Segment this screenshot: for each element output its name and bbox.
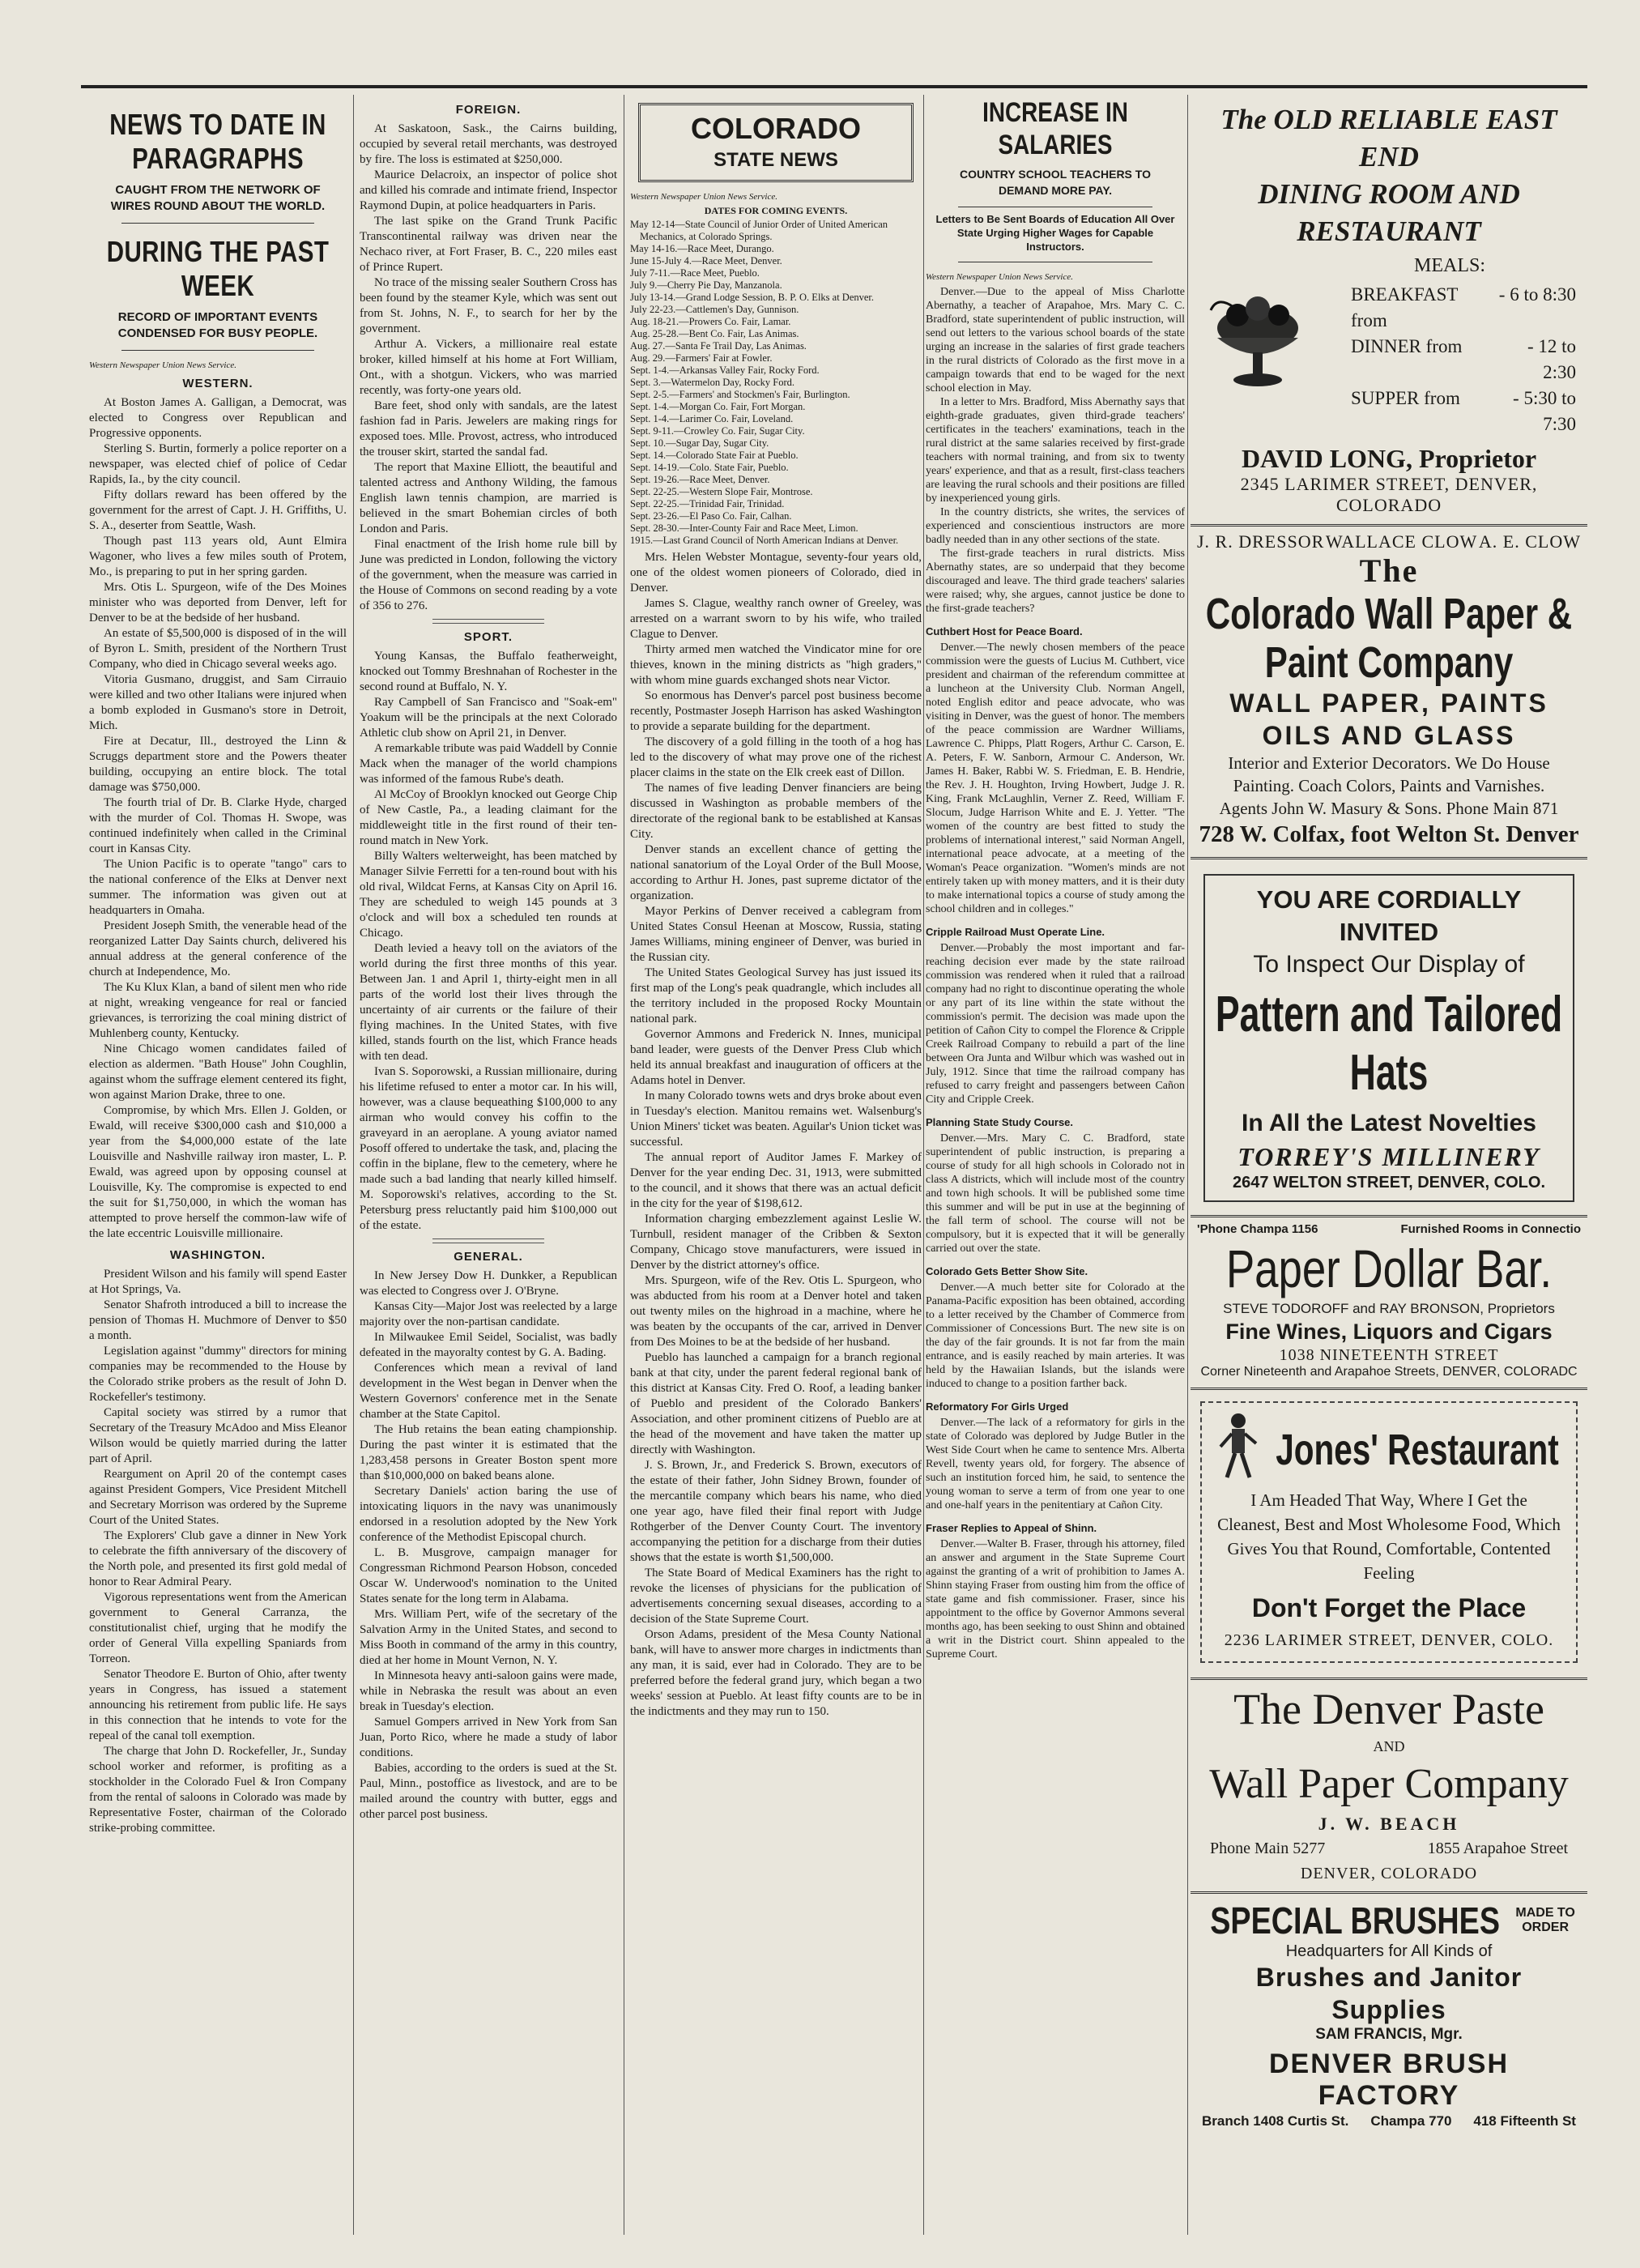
event-date-item: 1915.—Last Grand Council of North American Indians at Denver. — [630, 535, 899, 546]
coming-events-list — [630, 219, 922, 547]
ad-goods: Fine Wines, Liquors and Cigars — [1225, 1319, 1553, 1344]
masthead-subtitle: STATE NEWS — [714, 149, 838, 171]
newspaper-page — [81, 85, 1587, 2243]
ad-street: 418 Fifteenth St — [1473, 2113, 1576, 2129]
ad-denver-paste-wall-paper — [1191, 1680, 1587, 1894]
fruit-bowl-illustration — [1197, 289, 1318, 399]
business-name: Jones' Restaurant — [1276, 1425, 1559, 1474]
column-foreign-sport-general — [360, 96, 617, 2235]
news-paragraph: Conferences which mean a revival of land development in the West began in Denver when the Western Governors' conference met in the Senate chamber at the State Capitol. — [360, 1362, 617, 1421]
meal-row-dinner — [1318, 334, 1581, 386]
products-line: WALL PAPER, PAINTS — [1229, 688, 1548, 718]
ad-title-line: DINING ROOM AND — [1258, 178, 1520, 210]
made-to: MADE TO — [1515, 1906, 1575, 1920]
headline-past-week: DURING THE PAST WEEK — [106, 235, 330, 302]
news-paragraph: L. B. Musgrove, campaign manager for Congressman Richmond Pearson Hobson, conceded Oscar W. Underwood's nomination to the United States senate for the long term in Alabama. — [360, 1546, 617, 1605]
news-paragraph: Mrs. Spurgeon, wife of the Rev. Otis L. Spurgeon, who was abducted from his room at a Denver hotel and taken out twenty miles on the highroad in a machine, where he was beaten by the occupants of the car, arrived in Denver from Des Moines to be at the bedside of her husband. — [630, 1274, 922, 1349]
news-paragraph: The discovery of a gold filling in the tooth of a hog has led to the discovery of what may prove one of the richest placer claims in the state on the Elk creek east of Dillon. — [630, 735, 922, 779]
event-date-item: Sept. 23-26.—El Paso Co. Fair, Calhan. — [630, 510, 792, 522]
news-paragraph: Legislation against "dummy" directors for mining companies may be recommended to the House by the Colorado strike probers as the result of John D. Rockefeller's testimony. — [89, 1345, 347, 1404]
meal-name: DINNER from — [1351, 336, 1463, 356]
event-date-item: Sept. 14-19.—Colo. State Fair, Pueblo. — [630, 462, 789, 473]
news-paragraph: The fourth trial of Dr. B. Clarke Hyde, charged with the murder of Col. Thomas H. Swope, was continued indefinitely when called in the Criminal court in Kansas City. — [89, 796, 347, 855]
event-date-item: July 7-11.—Race Meet, Pueblo. — [630, 267, 760, 279]
ad-paper-dollar-bar — [1191, 1217, 1587, 1390]
meal-time: - 6 to 8:30 — [1498, 284, 1576, 305]
news-paragraph: Secretary Daniels' action baring the use of intoxicating liquors in the navy was unanimously endorsed in a resolution adopted by the New York conference of the Methodist Episcopal church. — [360, 1485, 617, 1544]
news-paragraph: President Wilson and his family will spend Easter at Hot Springs, Va. — [89, 1268, 347, 1296]
ad-phone: 'Phone Champa 1156 — [1197, 1222, 1318, 1236]
news-paragraph: A remarkable tribute was paid Waddell by Connie Mack when the manager of the world champions was informed of the famous Rube's death. — [360, 742, 617, 786]
story-cripple-railroad: Denver.—Probably the most important and far-reaching decision ever made by the state railroad commission was rendered when it ruled that a railroad company had no right to discontinue operating the whole or any part of its line within the state without the commission's permit. The decision was made upon the petition of Cañon City to compel the Florence & Cripple Creek Railroad Company to rebuild a part of the line between Ora Junta and Wilbur which was washed out in July, 1912. Since that time the railroad company has refused to carry freight and passengers between Cañon City and Cripple Creek. — [926, 942, 1185, 1106]
ad-body-line: Agents John W. Masury & Sons. Phone Main 871 — [1219, 799, 1559, 818]
event-date-item: Aug. 29.—Farmers' Fair at Fowler. — [630, 352, 773, 364]
subhead-teachers: COUNTRY SCHOOL TEACHERS TO DEMAND MORE PAY. — [960, 168, 1151, 197]
story-show-site: Denver.—A much better site for Colorado at the Panama-Pacific exposition has been obtained, according to a letter received by the Chamber of Commerce from Commissioner of Concessions Burt. The new site is on the day of the fair grounds. It is not far from the main entrance, and is easily reached by main arteries. It was held by the Hawaiian Islands, but the islands were induced to change to a position farther back. — [926, 1281, 1185, 1390]
event-date-item: Sept. 1-4.—Morgan Co. Fair, Fort Morgan. — [630, 401, 806, 412]
news-paragraph: Governor Ammons and Frederick N. Innes, municipal band leader, were guests of the Denver Press Club which held its annual breakfast and inauguration of officers at the Adams hotel in Denver. — [630, 1028, 922, 1087]
news-paragraph: The Ku Klux Klan, a band of silent men who ride at night, wreaking vengeance for real or fancied grievances, is terrorizing the coal mining district of Muhlenberg county, Kentucky. — [89, 981, 347, 1040]
news-paragraph: No trace of the missing sealer Southern Cross has been found by the steamer Kyle, which was sent out from St. Johns, N. F., to search for her by the government. — [360, 276, 617, 335]
event-date-item: Sept. 2-5.—Farmers' and Stockmen's Fair, Burlington. — [630, 389, 850, 400]
story-cuthbert: Denver.—The newly chosen members of the peace commission were the guests of Lucius M. Cuthbert, vice president and chairman of the referendum committee at a luncheon at the University Club. Norman Angell, noted English editor and peace advocate, who was visiting in Denver, was the guest of honor. The members of the peace commission are Wardner Williams, Lawrence C. Phipps, Platt Rogers, Arthur C. Carson, E. A. Peters, F. W. Sanborn, Armour C. Anderson, Wr. James H. Baker, Rabbi W. S. Friedman, E. B. Hendrie, the Rev. J. H. Houghton, Irving Howbert, Judge J. R. King, Frank McLaughlin, Verner Z. Reed, William F. Slocum, Judge Harrison White and E. J. Yetter. "The women of the country are best fitted to study the problems of international interest," said Norman Angell, international peace advocate, at a meeting of the Woman's Peace organization. "Women's minds are not entirely taken up with money matters, and it is their duty to make international topics a course of study among the school children and in colleges." — [926, 642, 1185, 915]
divider — [121, 223, 314, 224]
ad-headline: SPECIAL BRUSHES — [1210, 1899, 1501, 1942]
business-name: DENVER BRUSH FACTORY — [1268, 2048, 1510, 2111]
ad-colorado-wall-paper — [1191, 526, 1587, 859]
event-date-item: Sept. 14.—Colorado State Fair at Pueblo. — [630, 450, 799, 461]
news-paragraph: The annual report of Auditor James F. Markey of Denver for the year ending Dec. 31, 1913, were submitted to the council, and it shows that there was an actual deficit in the city for the year of $198,612. — [630, 1151, 922, 1210]
ad-line: Cleanest, Best and Most Wholesome Food, Which — [1217, 1515, 1561, 1534]
news-paragraph: Bare feet, shod only with sandals, are the latest fashion fad in Paris. Jewelers are making rings for exposed toes. Mlle. Provost, actress, who introduced the trouser skirt, started the sandal fad. — [360, 399, 617, 458]
column-rule — [923, 95, 924, 2235]
ad-slogan: Don't Forget the Place — [1251, 1593, 1527, 1622]
western-paragraphs — [89, 395, 347, 1242]
general-paragraphs — [360, 1268, 617, 1823]
colorado-state-news-masthead — [638, 103, 914, 182]
story-title-cuthbert: Cuthbert Host for Peace Board. — [926, 625, 1083, 637]
news-paragraph: The Explorers' Club gave a dinner in New York to celebrate the fifth anniversary of the discovery of the North pole, and presented its first gold medal of honor to Rear Admiral Peary. — [89, 1529, 347, 1588]
column-advertisements — [1191, 96, 1587, 2235]
owner-name: J. W. BEACH — [1318, 1814, 1460, 1834]
manager: SAM FRANCIS, Mgr. — [1315, 2026, 1463, 2043]
sport-paragraphs — [360, 649, 617, 1234]
news-paragraph: The United States Geological Survey has just issued its first map of the Long's peak quadrangle, which includes all the territory included in the proposed Rocky Mountain national park. — [630, 966, 922, 1025]
ad-title-line: RESTAURANT — [1297, 215, 1481, 247]
news-paragraph: Mayor Perkins of Denver received a cablegram from United States Consul Heenan at Moscow, Russia, stating James Williams, mining engineer of Denver, was buried in the Russian city. — [630, 905, 922, 964]
news-paragraph: Ivan S. Soporowski, a Russian millionaire, during his lifetime refused to enter a motor car. In his will, however, was a clause bequeathing $100,000 to any airman who would convey his coffin to the graveyard in an aeroplane. A young aviator named Posoff offered to undertake the task, and, placing the coffin in the biplane, flew to the cemetery, where he made such a bad landing that nearly killed himself. M. Soporowski's relatives, according to the St. Petersburg press reluctantly paid him $100,000 out of the estate. — [360, 1065, 617, 1232]
business-name: Paper Dollar Bar. — [1225, 1238, 1553, 1298]
news-paragraph: Young Kansas, the Buffalo featherweight, knocked out Tommy Breshnahan of Rochester in the second round at Buffalo, N. Y. — [360, 650, 617, 693]
ad-line: In All the Latest Novelties — [1242, 1110, 1536, 1136]
news-paragraph: Sterling S. Burtin, formerly a police reporter on a newspaper, was elected chief of police of Cedar Rapids, Ia., by the city council. — [89, 442, 347, 486]
ad-address: 1038 NINETEENTH STREET — [1279, 1346, 1499, 1364]
column-rule — [353, 95, 354, 2235]
news-paragraph: President Joseph Smith, the venerable head of the reorganized Latter Day Saints church, delivered his annual address at the general conference of the church at Independence, Mo. — [89, 919, 347, 978]
story-fraser: Denver.—Walter B. Fraser, through his attorney, filed an answer and argument in the State Supreme Court against the granting of a writ of prohibition to James A. Shinn staying Fraser from ousting him from the office of state game and fish commissioner. Fraser, since his appointment to the office by Governor Ammons several months ago, has been seeking to oust Shinn and obtained a writ in the District court. Shinn appealed to the Supreme Court. — [926, 1538, 1185, 1660]
news-paragraph: Mrs. William Pert, wife of the secretary of the Salvation Army in the United States, and second to Miss Booth in command of the army in this country, died at her home in Mount Vernon, N. Y. — [360, 1608, 617, 1667]
masthead-title: COLORADO — [691, 112, 861, 145]
meal-row-breakfast — [1318, 282, 1581, 334]
ad-line: YOU ARE CORDIALLY INVITED — [1256, 885, 1522, 946]
news-paragraph: The Hub retains the bean eating championship. During the past winter it is estimated that the 1,283,458 persons in Greater Boston spent more than $10,000,000 on baked beans alone. — [360, 1423, 617, 1482]
section-general: GENERAL. — [454, 1250, 523, 1264]
news-paragraph: Fifty dollars reward has been offered by the government for the arrest of Capt. J. H. Griffiths, U. S. A., deserter from Seattle, Wash. — [89, 488, 347, 532]
event-date-item: July 9.—Cherry Pie Day, Manzanola. — [630, 279, 782, 291]
news-paragraph: Compromise, by which Mrs. Ellen J. Golden, or Ewald, will receive $300,000 cash and $10,000 a year from the $4,000,000 estate of the late Louisville and Nashville railway iron master, L. P. Ewald, was agreed upon by opposing counsel at Louisville, Ky. The compromise is expected to end the suit for $1,750,000, in which the woman has attempted to prove herself the common-law wife of the late eccentric Louisville millionaire. — [89, 1104, 347, 1240]
ad-jones-restaurant — [1191, 1390, 1587, 1680]
news-paragraph: Capital society was stirred by a rumor that Secretary of the Treasury McAdoo and Miss Eleanor Wilson would be quietly married during the latter part of April. — [89, 1406, 347, 1465]
ad-line: Headquarters for All Kinds of — [1285, 1942, 1493, 1960]
event-date-item: May 12-14—State Council of Junior Order of United American Mechanics, at Colorado Springs. — [630, 219, 888, 242]
news-paragraph: The last spike on the Grand Trunk Pacific Transcontinental railway was driven near the Nechaco river, at Fort Fraser, B. C., 220 miles east of Prince Rupert. — [360, 215, 617, 274]
ad-headline-hats: Pattern and Tailored Hats — [1215, 987, 1563, 1101]
news-paragraph: Pueblo has launched a campaign for a branch regional bank at that city, under the parent federal regional bank of this district at Kansas City. Fred O. Roof, a leading banker of Pueblo and president of the Colorado Bankers' Association, and other prominent citizens of Pueblo are at the head of the movement and have taken the matter up directly with Washington. — [630, 1351, 922, 1456]
section-washington: WASHINGTON. — [169, 1248, 266, 1262]
section-western: WESTERN. — [182, 377, 253, 390]
news-paragraph: Arthur A. Vickers, a millionaire real estate broker, killed himself at his home at Fort William, Ont., with a shotgun. Vickers, who was married recently, was forty-one years old. — [360, 338, 617, 397]
news-paragraph: Babies, according to the orders is sued at the St. Paul, Minn., postoffice as livestock, and are to be mailed around the country with butter, eggs and other parcel post business. — [360, 1762, 617, 1821]
company-name: Paint Company — [1264, 638, 1514, 687]
news-service-credit: Western Newspaper Union News Service. — [926, 272, 1073, 282]
news-paragraph: Nine Chicago women candidates failed of election as aldermen. "Bath House" John Coughlin, against whom the suffrage element centered its fight, won against Marion Drake, three to one. — [89, 1042, 347, 1102]
ad-corner: Corner Nineteenth and Arapahoe Streets, DENVER, COLORADC — [1200, 1365, 1578, 1379]
salaries-paragraphs — [926, 285, 1185, 616]
meal-row-supper — [1318, 386, 1581, 437]
event-date-item: Aug. 27.—Santa Fe Trail Day, Las Animas. — [630, 340, 807, 352]
news-paragraph: The charge that John D. Rockefeller, Jr., Sunday school worker and reformer, is profiting as a stockholder in the Colorado Fuel & Iron Company from the rental of saloons in Colorado was made by Representative Foster, chairman of the Colorado strike-probing committee. — [89, 1745, 347, 1835]
news-paragraph: So enormous has Denver's parcel post business become recently, Postmaster Joseph Harrison has asked Washington to provide a separate building for the department. — [630, 689, 922, 733]
company-name: Colorado Wall Paper & — [1205, 590, 1573, 638]
news-paragraph: In a letter to Mrs. Bradford, Miss Abernathy says that eighth-grade graduates, given third-grade teachers' certificates in the teachers' examinations, teach in the rural district at the same salaries received by first-grade teachers with normal training, and from six to twenty years' experience, and that as a result, first-class teachers are leaving the rural schools and their positions are filled by inexperienced young girls. — [926, 396, 1185, 505]
ad-branch: Branch 1408 Curtis St. — [1202, 2113, 1349, 2129]
story-title-show-site: Colorado Gets Better Show Site. — [926, 1265, 1088, 1277]
divider — [432, 619, 544, 624]
news-paragraph: J. S. Brown, Jr., and Frederick S. Brown, executors of the estate of their father, John Sidney Brown, founder of the mercantile company which bears his name, who died one year ago, have filed their final report with Judge Rothgerber of the Denver County Court. The inventory accompanying the petition for a discharge from their duties shows that the estate is worth $1,500,000. — [630, 1459, 922, 1564]
news-paragraph: Death levied a heavy toll on the aviators of the world during the first three months of this year. Between Jan. 1 and April 1, thirty-eight men in all parts of the world lost their lives through the uncertainty of air currents or the failure of their flying machines. In the United States, with five killed, stands fourth on the list, which France heads with ten dead. — [360, 942, 617, 1063]
news-paragraph: Vigorous representations went from the American government to General Carranza, the constitutionalist chief, urging that he modify the order of General Villa expelling Spaniards from Torreon. — [89, 1591, 347, 1665]
ad-torreys-millinery — [1191, 859, 1587, 1217]
meal-name: BREAKFAST from — [1351, 284, 1459, 330]
news-paragraph: Final enactment of the Irish home rule bill by June was predicted in London, following the victory of the government, when the measure was carried in the House of Commons on second reading by a vote of 356 to 276. — [360, 538, 617, 612]
meal-time: - 5:30 to 7:30 — [1513, 388, 1576, 434]
divider — [121, 350, 314, 351]
news-paragraph: In the country districts, she writes, the services of experienced and conscientious instructors are more badly needed than in any other sections of the state. — [926, 506, 1185, 546]
ad-address: 2236 LARIMER STREET, DENVER, COLO. — [1224, 1631, 1554, 1649]
event-date-item: Sept. 3.—Watermelon Day, Rocky Ford. — [630, 377, 795, 388]
event-date-item: Aug. 18-21.—Prowers Co. Fair, Lamar. — [630, 316, 791, 327]
event-date-item: May 14-16.—Race Meet, Durango. — [630, 243, 774, 254]
ad-street: 1855 Arapahoe Street — [1427, 1840, 1568, 1857]
ad-rooms: Furnished Rooms in Connectio — [1400, 1222, 1581, 1236]
ad-goods: Brushes and Janitor Supplies — [1255, 1963, 1523, 2024]
news-service-credit: Western Newspaper Union News Service. — [89, 360, 236, 370]
story-title-reformatory: Reformatory For Girls Urged — [926, 1400, 1069, 1413]
ad-body-line: Painting. Coach Colors, Paints and Varnishes. — [1233, 776, 1545, 795]
meals-label: MEALS: — [1413, 255, 1485, 276]
order: ORDER — [1522, 1921, 1569, 1934]
news-paragraph: Billy Walters welterweight, has been matched by Manager Silvie Ferretti for a ten-round bout with his old rival, Wildcat Ferns, at Kansas City on April 16. They are scheduled to weigh 145 pounds at 3 o'clock and will box a scheduled ten rounds at Chicago. — [360, 850, 617, 940]
partner-name: J. R. DRESSOR — [1197, 531, 1325, 552]
ad-denver-brush-factory — [1191, 1894, 1587, 2139]
ad-body-line: Interior and Exterior Decorators. We Do House — [1228, 753, 1550, 773]
ad-address: 2647 WELTON STREET, DENVER, COLO. — [1233, 1174, 1545, 1192]
section-sport: SPORT. — [463, 630, 513, 644]
ad-east-end-dining-room — [1191, 96, 1587, 526]
ad-address: 728 W. Colfax, foot Welton St. Denver — [1199, 821, 1579, 847]
news-paragraph: Senator Shafroth introduced a bill to increase the pension of Thomas H. Muchmore of Denver to $50 a month. — [89, 1298, 347, 1342]
section-foreign: FOREIGN. — [455, 103, 522, 117]
news-paragraph: The Union Pacific is to operate "tango" cars to the national conference of the Elks at Denver next summer. The information was given out at headquarters in Omaha. — [89, 858, 347, 917]
news-paragraph: At Boston James A. Galligan, a Democrat, was elected to Congress over Republican and Progressive opponents. — [89, 396, 347, 440]
ad-line: Gives You that Round, Comfortable, Contented Feeling — [1227, 1539, 1551, 1583]
news-paragraph: Samuel Gompers arrived in New York from San Juan, Porto Rico, where he made a study of labor conditions. — [360, 1716, 617, 1759]
products-line: OILS AND GLASS — [1262, 721, 1516, 750]
ad-line: I Am Headed That Way, Where I Get the — [1250, 1490, 1527, 1510]
column-rule — [1187, 95, 1188, 2235]
divider — [432, 1238, 544, 1243]
subhead-network: CAUGHT FROM THE NETWORK OF WIRES ROUND ABOUT THE WORLD. — [110, 183, 326, 213]
news-paragraph: In many Colorado towns wets and drys broke about even in Tuesday's election. Manitou remains wet. Walsenburg's Union Miners' ticket was beaten. Aguilar's Union ticket was successful. — [630, 1089, 922, 1149]
story-title-study-course: Planning State Study Course. — [926, 1116, 1074, 1128]
news-paragraph: In New Jersey Dow H. Dunkker, a Republican was elected to Congress over J. O'Bryne. — [360, 1269, 617, 1298]
news-paragraph: Reargument on April 20 of the contempt cases against President Gompers, Vice President Mitchell and Secretary Morrison was ordered by the Supreme Court of the United States. — [89, 1468, 347, 1527]
news-paragraph: Orson Adams, president of the Mesa County National bank, will have to answer more charges in indictments than any man, it is said, ever had in Colorado. They are to be preferred before the federal grand jury, which began a two weeks' session at Pueblo. At least fifty counts are to be in the indictments and they may run to 150. — [630, 1628, 922, 1718]
event-date-item: Sept. 10.—Sugar Day, Sugar City. — [630, 437, 769, 449]
ad-the: The — [1359, 552, 1419, 589]
news-paragraph: Mrs. Helen Webster Montague, seventy-four years old, one of the oldest women pioneers of Colorado, died in Denver. — [630, 551, 922, 595]
news-paragraph: James S. Clague, wealthy ranch owner of Greeley, was arrested on a warrant sworn to by his wife, who trailed Clague to Denver. — [630, 597, 922, 641]
news-paragraph: In Minnesota heavy anti-saloon gains were made, while in Nebraska the result was about an even break in Tuesday's election. — [360, 1669, 617, 1713]
headline-news-to-date: NEWS TO DATE IN PARAGRAPHS — [109, 108, 326, 175]
meal-time: - 12 to 2:30 — [1527, 336, 1576, 382]
news-paragraph: Vitoria Gusmano, druggist, and Sam Cirrauio were killed and two other Italians were injured when a bomb exploded in Gusmano's store in Detroit, Mich. — [89, 673, 347, 732]
news-paragraph: The report that Maxine Elliott, the beautiful and talented actress and Anthony Wilding, the famous English lawn tennis champion, are married is believed in the smart Bohemian circles of both London and Paris. — [360, 461, 617, 535]
foreign-paragraphs — [360, 122, 617, 614]
news-paragraph: Fire at Decatur, Ill., destroyed the Linn & Scruggs department store and the Powers theater building, occupying an entire block. The total damage was $750,000. — [89, 735, 347, 794]
news-paragraph: An estate of $5,500,000 is disposed of in the will of Byron L. Smith, president of the Northern Trust Company, who died in Chicago several weeks ago. — [89, 627, 347, 671]
news-paragraph: Kansas City—Major Jost was reelected by a large majority over the non-partisan candidate. — [360, 1300, 617, 1328]
news-paragraph: Information charging embezzlement against Leslie W. Turnbull, resident manager of the Cribben & Sexton Company, Chicago stove manufacturers, were issued in Denver by the district attorney's office. — [630, 1213, 922, 1272]
column-increase-in-salaries — [926, 96, 1185, 2235]
news-paragraph: Thirty armed men watched the Vindicator mine for ore thieves, known in the mining districts as "high graders," with whom mine guards exchanged shots near Victor. — [630, 643, 922, 687]
column-news-to-date — [89, 96, 347, 2235]
event-date-item: Sept. 22-25.—Western Slope Fair, Montrose. — [630, 486, 813, 497]
washington-paragraphs — [89, 1267, 347, 1836]
news-paragraph: Al McCoy of Brooklyn knocked out George Chip of New Castle, Pa., a leading claimant for the middleweight title in the first round of their ten-round match in New York. — [360, 788, 617, 847]
event-date-item: Sept. 1-4.—Arkansas Valley Fair, Rocky Ford. — [630, 364, 820, 376]
proprietor: DAVID LONG, Proprietor — [1241, 444, 1537, 473]
news-service-credit: Western Newspaper Union News Service. — [630, 192, 777, 202]
event-date-item: June 15-July 4.—Race Meet, Denver. — [630, 255, 782, 266]
event-date-item: Sept. 28-30.—Inter-County Fair and Race Meet, Limon. — [630, 522, 858, 534]
subhead-letters: Letters to Be Sent Boards of Education All Over State Urging Higher Wages for Capable Instructors. — [935, 213, 1175, 253]
news-paragraph: Denver stands an excellent chance of getting the national sanatorium of the Loyal Order of the Bull Moose, according to Arthur H. Jones, past supreme dictator of the organization. — [630, 843, 922, 902]
business-name: Wall Paper Company — [1209, 1761, 1569, 1807]
story-study-course: Denver.—Mrs. Mary C. C. Bradford, state superintendent of public instruction, is preparing a course of study for all high schools in Colorado not in class A districts, which will include most of the country and town high schools. It will be published some time this summer and will be put in use at the beginning of the fall term of school. The course will not be compulsory, but it is expected that it will be generally carried out over the state. — [926, 1132, 1185, 1255]
event-date-item: July 22-23.—Cattlemen's Day, Gunnison. — [630, 304, 799, 315]
ad-phone: Phone Main 5277 — [1210, 1840, 1326, 1857]
news-paragraph: The names of five leading Denver financiers are being discussed in Washington as probable members of the directorate of the regional bank to be established at Kansas City. — [630, 782, 922, 841]
subhead-record: RECORD OF IMPORTANT EVENTS CONDENSED FOR BUSY PEOPLE. — [117, 310, 318, 340]
news-paragraph: Denver.—Due to the appeal of Miss Charlotte Abernathy, a teacher of Arapahoe, Mrs. Mary C. C. Bradford, state superintendent of public instruction, will send out letters to the various school boards of the state urging an increase in the salaries of first grade teachers in the rural districts of Colorado as the first move in a campaign towards that end to be waged for the next school election in May. — [926, 286, 1185, 394]
news-paragraph: Senator Theodore E. Burton of Ohio, after twenty years in Congress, has issued a statement announcing his retirement from public life. He says in this connection that he intends to vote for the repeal of the canal toll exemption. — [89, 1668, 347, 1742]
partner-name: A. E. CLOW — [1478, 531, 1581, 552]
ad-line: To Inspect Our Display of — [1253, 951, 1525, 978]
event-date-item: Sept. 19-26.—Race Meet, Denver. — [630, 474, 770, 485]
ad-and: AND — [1373, 1738, 1405, 1754]
ad-title-line: The OLD RELIABLE EAST END — [1220, 104, 1557, 173]
headline-increase-in-salaries: INCREASE IN SALARIES — [982, 97, 1128, 160]
news-paragraph: Mrs. Otis L. Spurgeon, wife of the Des Moines minister who was deported from Denver, left for Denver to be at the bedside of her husband. — [89, 581, 347, 625]
walking-man-illustration — [1210, 1411, 1267, 1488]
news-paragraph: Maurice Delacroix, an inspector of police shot and killed his comrade and intimate friend, Inspector Raymond Dupin, at police headquarters in Paris. — [360, 168, 617, 212]
news-paragraph: Though past 113 years old, Aunt Elmira Wagoner, who lives a few miles south of Protem, Mo., is preparing to put in her spring garden. — [89, 535, 347, 578]
ad-city: DENVER, COLORADO — [1300, 1865, 1478, 1882]
partner-name: WALLACE CLOW — [1325, 531, 1478, 552]
news-paragraph: The first-grade teachers in rural districts. Miss Abernathy states, are so underpaid that they become discouraged and leave. The third grade teachers' salaries were raised; why, she argues, cannot justice be done to the first-grade teachers? — [926, 548, 1185, 615]
dates-heading: DATES FOR COMING EVENTS. — [704, 205, 848, 216]
news-paragraph: At Saskatoon, Sask., the Cairns building, occupied by several retail merchants, was destroyed by fire. The loss is estimated at $250,000. — [360, 122, 617, 166]
partner-names — [1197, 531, 1581, 552]
event-date-item: Sept. 9-11.—Crowley Co. Fair, Sugar City. — [630, 425, 805, 437]
ad-phone: Champa 770 — [1370, 2113, 1452, 2129]
meal-name: SUPPER from — [1351, 388, 1460, 408]
story-title-cripple-railroad: Cripple Railroad Must Operate Line. — [926, 926, 1105, 938]
story-reformatory: Denver.—The lack of a reformatory for girls in the state of Colorado was deplored by Judge Butler in the West Side Court when he came to sentence Mrs. Alberta Revell, twenty years old, for forgery. The absence of such an institution forced him, he said, to sentence the young woman to serve a term of from one year to one and one-half years in the penitentiary at Cañon City. — [926, 1417, 1185, 1511]
business-name: The Denver Paste — [1233, 1685, 1544, 1733]
event-date-item: Sept. 1-4.—Larimer Co. Fair, Loveland. — [630, 413, 794, 424]
news-paragraph: In Milwaukee Emil Seidel, Socialist, was badly defeated in the mayoralty contest by G. A. Bading. — [360, 1331, 617, 1359]
event-date-item: Aug. 25-28.—Bent Co. Fair, Las Animas. — [630, 328, 799, 339]
state-news-paragraphs — [630, 550, 922, 1720]
event-date-item: July 13-14.—Grand Lodge Session, B. P. O. Elks at Denver. — [630, 292, 875, 303]
news-paragraph: The State Board of Medical Examiners has the right to revoke the licenses of physicians for the publication of advertisements concerning sexual diseases, according to a decision of the State Supreme Court. — [630, 1567, 922, 1626]
proprietors: STEVE TODOROFF and RAY BRONSON, Proprietors — [1223, 1301, 1555, 1316]
column-colorado-state-news — [630, 96, 922, 2235]
ad-address: 2345 LARIMER STREET, DENVER, COLORADO — [1240, 474, 1538, 515]
news-paragraph: Ray Campbell of San Francisco and "Soak-em" Yoakum will be the principals at the next Colorado Athletic club show on April 21, in Denver. — [360, 696, 617, 740]
business-name: TORREY'S MILLINERY — [1237, 1142, 1540, 1171]
story-title-fraser: Fraser Replies to Appeal of Shinn. — [926, 1522, 1097, 1534]
event-date-item: Sept. 22-25.—Trinidad Fair, Trinidad. — [630, 498, 785, 509]
